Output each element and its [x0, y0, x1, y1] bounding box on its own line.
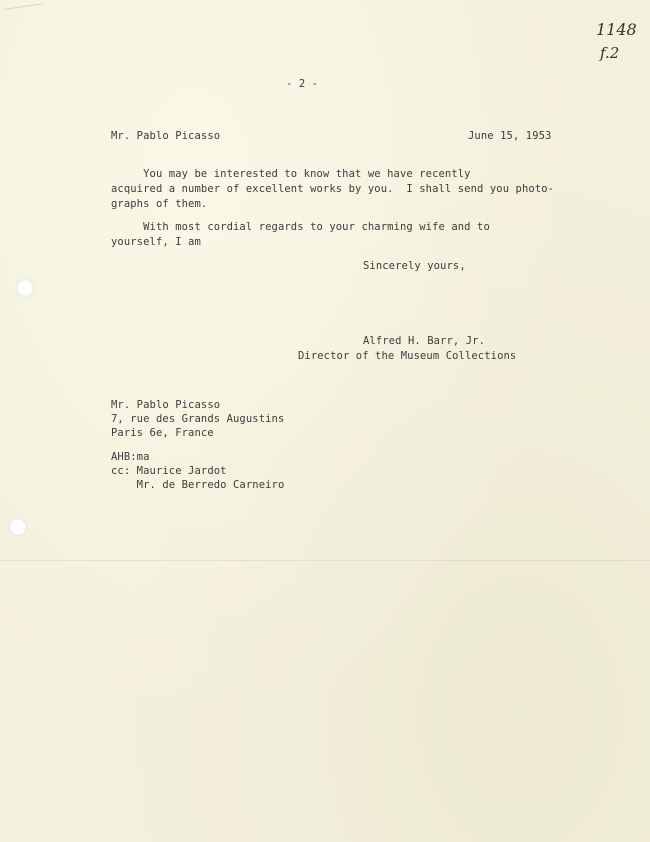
page-number: - 2 -: [286, 78, 319, 90]
signature-title: Director of the Museum Collections: [298, 350, 517, 362]
body-paragraph-1-line-3: graphs of them.: [111, 198, 208, 210]
paper-mark: [3, 3, 44, 21]
body-paragraph-2-line-2: yourself, I am: [111, 236, 201, 248]
folio-annotation: f.2: [600, 44, 620, 62]
header-recipient: Mr. Pablo Picasso: [111, 130, 221, 142]
signature-name: Alfred H. Barr, Jr.: [363, 335, 486, 347]
body-paragraph-1-line-2: acquired a number of excellent works by you. I shall send you photo-: [111, 183, 555, 195]
punch-hole-bottom: [9, 518, 27, 536]
cc-line-2: Mr. de Berredo Carneiro: [111, 479, 285, 491]
archive-number-annotation: 1148: [596, 20, 637, 39]
address-line-1: Mr. Pablo Picasso: [111, 399, 221, 411]
closing: Sincerely yours,: [363, 260, 466, 272]
address-line-3: Paris 6e, France: [111, 427, 214, 439]
reference-initials: AHB:ma: [111, 451, 150, 463]
body-paragraph-1-line-1: You may be interested to know that we have recently: [111, 168, 471, 180]
header-date: June 15, 1953: [468, 130, 552, 142]
punch-hole-top: [16, 279, 34, 297]
body-paragraph-2-line-1: With most cordial regards to your charming wife and to: [111, 221, 490, 233]
paper-fold: [0, 560, 650, 561]
cc-line-1: cc: Maurice Jardot: [111, 465, 227, 477]
address-line-2: 7, rue des Grands Augustins: [111, 413, 285, 425]
